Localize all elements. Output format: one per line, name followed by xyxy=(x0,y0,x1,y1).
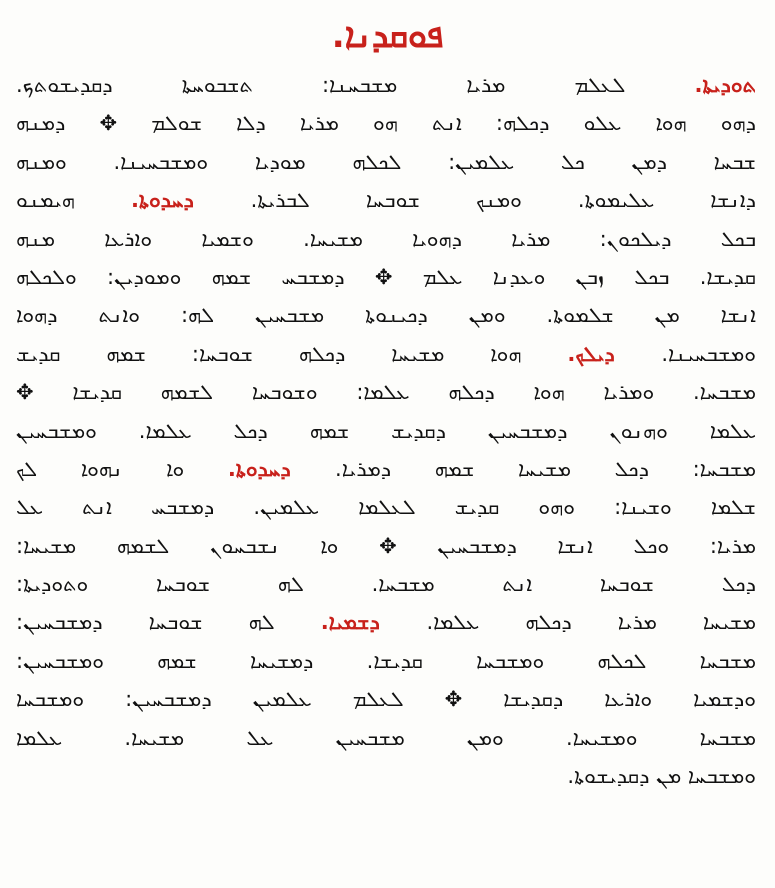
text-line xyxy=(16,258,756,296)
text-body xyxy=(16,66,756,876)
text-segment: ܘܕܫܡܝܐ ܘܐܪܥܐ ܕܩܕܝܫܐ ✥ ܠܥܠܡ ܥܠܡܝܢ ܕܡܫܒܚܝܢ: ܘܡܫܒܚܐ xyxy=(16,687,756,712)
text-line xyxy=(16,757,756,795)
text-segment: ܠܗ ܫܘܒܚܐ ܕܡܫܒܚܝܢ: xyxy=(16,610,321,635)
text-line xyxy=(16,719,756,757)
rubric-heading: ܬܘܕܝܬܐ. xyxy=(694,73,756,97)
text-segment: ܕܟܠ ܫܘܒܚܐ ܐܢܬ ܡܫܒܚܐ. ܠܗ ܫܘܒܚܐ ܘܬܘܕܝܬܐ: xyxy=(16,572,756,597)
text-segment: ܕܗܘ ܗܘܐ ܥܠܘ ܕܟܠܗ: ܐܢܬ ܗܘ ܡܪܝܐ ܕܠܐ ܫܘܠܡ ✥ ܕܡܢܗ xyxy=(16,111,756,136)
text-segment: ܗܝܡܢܘ xyxy=(16,188,131,213)
text-segment: ܡܫܝܚܐ ܡܪܝܐ ܕܟܠܗ ܥܠܡܐ. xyxy=(426,610,756,635)
text-segment: ܡܫܒܚܐ: ܕܟܠ ܡܫܝܚܐ ܫܡܗ ܕܡܪܝܐ. xyxy=(335,456,756,481)
text-segment: ܡܫܒܚܐ. ܘܡܪܝܐ ܗܘܐ ܕܟܠܗ ܥܠܡܐ: ܘܫܘܒܚܐ ܠܫܡܗ ܩܕܝܫܐ ✥ xyxy=(16,380,756,405)
text-segment: ܐܢܫܐ ܡܢ ܫܠܡܘܬܐ. ܘܡܢ ܕܟܝܢܘܬܐ ܡܫܒܚܝܢ ܠܗ: ܘܐܢܬ ܕܗܘܐ xyxy=(16,303,756,328)
text-line xyxy=(16,412,756,450)
text-segment: ܠܥܠܡ ܡܪܝܐ ܡܫܒܚܢܐ: ܬܫܒܘܚܬܐ ܕܩܕܝܫܘܬܟ. xyxy=(16,73,695,97)
rubric-heading: ܕܚܕܘܬܐ. xyxy=(130,188,251,213)
text-line xyxy=(16,220,756,258)
text-line xyxy=(16,642,756,680)
text-line xyxy=(16,450,756,488)
text-line xyxy=(16,104,756,142)
text-line xyxy=(16,181,756,219)
text-line xyxy=(16,373,756,411)
text-segment: ܡܫܒܚܐ ܘܡܫܝܚܐ. ܘܡܢ ܡܫܒܚܝܢ ܥܠ ܡܫܝܚܐ. ܥܠܡܐ xyxy=(16,725,756,750)
text-segment: ܕܐܢܫܐ ܥܠܝܡܘܬܐ. ܘܡܢܟ ܫܘܒܚܐ ܠܒܪܝܬܐ. xyxy=(250,188,756,213)
text-line xyxy=(16,488,756,526)
text-segment: ܥܠܡܐ ܘܗܢܘܢ ܕܡܫܒܚܝܢ ܕܩܕܝܫ ܫܡܗ ܕܟܠ ܥܠܡܐ. ܘܡܫܒܚܝܢ xyxy=(16,418,756,443)
page-title: ܦܘܩܕܢܐ. xyxy=(331,16,444,56)
text-segment: ܡܪܝܐ: ܘܟܠ ܐܢܫܐ ܕܡܫܒܚܝܢ ✥ ܘܐ ܢܫܒܚܘܢ ܠܫܡܗ ܡܫܝܚܐ: xyxy=(16,533,756,558)
text-segment: ܒܟܠ ܕܝܠܟܘܢ: ܡܪܝܐ ܕܗܘܝܐ ܡܫܝܚܐ. ܘܫܡܝܐ ܘܐܪܥܐ ܡܢܗ xyxy=(16,226,756,251)
text-segment: ܫܒܚܐ ܕܡܢ ܟܠ ܥܠܡܝܢ: ܠܟܠܗ ܡܘܕܝܐ ܘܡܫܒܚܝܢܐ. ܘܡܢܗ xyxy=(16,149,756,174)
text-line xyxy=(16,680,756,718)
rubric-heading: ܕܚܕܘܬܐ. xyxy=(227,456,336,481)
text-line xyxy=(16,603,756,641)
text-line xyxy=(16,565,756,603)
rubric-heading: ܕܝܠܟ. xyxy=(567,341,662,366)
text-line xyxy=(16,66,756,104)
rubric-heading: ܕܫܡܝܐ. xyxy=(320,610,427,635)
text-segment: ܩܕܝܫܐ. ܒܟܠ ܙܒܢ ܘܥܕܢܐ ܥܠܡ ✥ ܕܡܫܒܚ ܫܡܗ ܘܡܘܕܝܢ: ܘܠܟܠܗ xyxy=(16,264,756,289)
text-segment: ܗܘܐ ܡܫܝܚܐ ܕܟܠܗ ܫܘܒܚܐ: ܫܡܗ ܩܕܝܫ xyxy=(16,341,568,366)
text-segment: ܫܠܡܐ ܘܫܝܢܐ: ܘܗܘ ܩܕܝܫ ܠܥܠܡܐ ܥܠܡܝܢ. ܕܡܫܒܚ ܐܢܬ ܥܠ xyxy=(16,495,756,520)
text-line xyxy=(16,527,756,565)
text-segment: ܘܐ ܢܗܘܐ ܠܟ xyxy=(16,456,228,481)
text-line xyxy=(16,143,756,181)
text-line xyxy=(16,335,756,373)
text-segment: ܘܡܫܒܚܝܢܐ. xyxy=(661,341,756,366)
text-segment: ܘܡܫܒܚܐ ܡܢ ܕܩܕܝܫܘܬܐ. xyxy=(567,764,756,789)
text-segment: ܡܫܒܚܐ ܠܟܠܗ ܘܡܫܒܚܐ ܩܕܝܫܐ. ܕܡܫܝܚܐ ܫܡܗ ܘܡܫܒܚܝܢ: xyxy=(16,648,756,673)
text-line xyxy=(16,296,756,334)
